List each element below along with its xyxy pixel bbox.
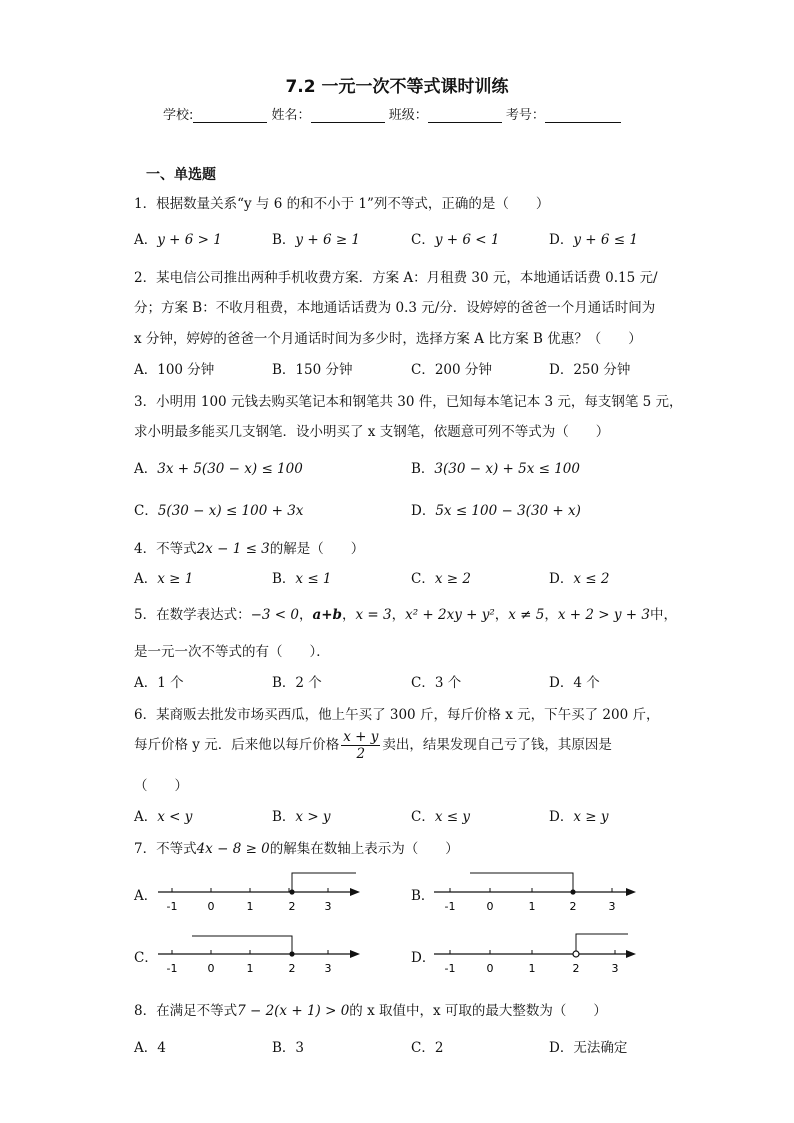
q3-option-d[interactable]: D．5x ≤ 100 − 3(30 + x) xyxy=(411,503,581,519)
q7-option-c[interactable]: C． xyxy=(134,950,158,966)
q1-option-c[interactable]: C．y + 6 < 1 xyxy=(411,232,500,248)
q1-option-d[interactable]: D．y + 6 ≤ 1 xyxy=(549,232,638,248)
svg-text:1: 1 xyxy=(246,962,254,975)
q4-option-a[interactable]: A．x ≥ 1 xyxy=(134,571,194,587)
q8-option-a[interactable]: A．4 xyxy=(134,1040,166,1056)
q3-option-c[interactable]: C．5(30 − x) ≤ 100 + 3x xyxy=(134,503,304,519)
q2-option-c[interactable]: C．200 分钟 xyxy=(411,362,492,378)
name-label: 姓名： xyxy=(271,108,311,123)
school-label: 学校: xyxy=(163,108,194,123)
q3-option-b[interactable]: B．3(30 − x) + 5x ≤ 100 xyxy=(411,461,580,477)
q6-option-a[interactable]: A．x < y xyxy=(134,809,193,825)
q2-option-d[interactable]: D．250 分钟 xyxy=(549,362,631,378)
svg-text:-1: -1 xyxy=(166,962,178,975)
page-title: 7.2 一元一次不等式课时训练 xyxy=(285,77,509,97)
exam-number-label: 考号： xyxy=(505,108,545,123)
q6-option-b[interactable]: B．x > y xyxy=(272,809,331,825)
q2-line-2: 分；方案 B：不收月租费，本地通话话费为 0.3 元/分．设婷婷的爸爸一个月通话时间为 xyxy=(134,300,656,316)
q5-option-c[interactable]: C．3 个 xyxy=(411,675,462,691)
q1-option-a[interactable]: A．y + 6 > 1 xyxy=(134,232,222,248)
svg-text:2: 2 xyxy=(288,962,296,975)
svg-text:0: 0 xyxy=(207,900,215,913)
q2-line-3: x 分钟，婷婷的爸爸一个月通话时间为多少时，选择方案 A 比方案 B 优惠？（ ） xyxy=(134,331,642,347)
q7-option-b[interactable]: B． xyxy=(411,888,435,904)
q1-stem: 1．根据数量关系“y 与 6 的和不小于 1”列不等式，正确的是（ ） xyxy=(134,196,550,212)
class-blank[interactable] xyxy=(428,108,502,123)
svg-text:2: 2 xyxy=(288,900,296,913)
svg-text:0: 0 xyxy=(486,962,494,975)
q2-line-1: 2．某电信公司推出两种手机收费方案．方案 A：月租费 30 元，本地通话话费 0.15 元/ xyxy=(134,270,658,286)
price-fraction: $\frac{x + y}{2}$ xyxy=(343,729,379,762)
q4-option-b[interactable]: B．x ≤ 1 xyxy=(272,571,332,587)
exam-number-blank[interactable] xyxy=(545,108,621,123)
q8-stem: 8．在满足不等式7 − 2(x + 1) > 0的 x 取值中，x 可取的最大整数为（ ） xyxy=(134,1003,607,1019)
q6-option-d[interactable]: D．x ≥ y xyxy=(549,809,609,825)
svg-text:3: 3 xyxy=(611,962,619,975)
q5-option-d[interactable]: D．4 个 xyxy=(549,675,600,691)
svg-text:1: 1 xyxy=(528,962,536,975)
q1-option-b[interactable]: B．y + 6 ≥ 1 xyxy=(272,232,361,248)
q3-line-1: 3．小明用 100 元钱去购买笔记本和钢笔共 30 件，已知每本笔记本 3 元，每支钢笔 5 元， xyxy=(134,394,683,410)
q4-option-c[interactable]: C．x ≥ 2 xyxy=(411,571,471,587)
number-line-c[interactable] xyxy=(156,928,366,982)
q7-option-d[interactable]: D． xyxy=(411,950,436,966)
svg-text:2: 2 xyxy=(572,962,580,975)
svg-text:3: 3 xyxy=(324,962,332,975)
q2-option-a[interactable]: A．100 分钟 xyxy=(134,362,215,378)
svg-text:3: 3 xyxy=(324,900,332,913)
q7-option-a[interactable]: A． xyxy=(134,888,158,904)
student-info-line xyxy=(163,104,621,123)
svg-text:-1: -1 xyxy=(444,962,456,975)
q4-option-d[interactable]: D．x ≤ 2 xyxy=(549,571,610,587)
class-label: 班级： xyxy=(388,108,428,123)
q5-line-2: 是一元一次不等式的有（ ）． xyxy=(134,644,330,660)
q8-option-b[interactable]: B．3 xyxy=(272,1040,305,1056)
name-blank[interactable] xyxy=(311,108,385,123)
q8-option-c[interactable]: C．2 xyxy=(411,1040,444,1056)
svg-text:-1: -1 xyxy=(166,900,178,913)
q5-option-a[interactable]: A．1 个 xyxy=(134,675,184,691)
q4-stem: 4．不等式2x − 1 ≤ 3的解是（ ） xyxy=(134,541,365,557)
q6-line-1: 6．某商贩去批发市场买西瓜，他上午买了 300 斤，每斤价格 x 元，下午买了 200 斤， xyxy=(134,707,660,723)
q2-option-b[interactable]: B．150 分钟 xyxy=(272,362,353,378)
q5-line-1: 5．在数学表达式：−3 < 0，a+b，x = 3，x² + 2xy + y²，x ≠ 5，x + 2 > y + 3中， xyxy=(134,607,677,623)
number-line-b[interactable] xyxy=(432,866,642,920)
number-line-a[interactable] xyxy=(156,866,366,920)
q6-line-2: 每斤价格 y 元．后来他以每斤价格 $\frac{x + y}{2}$ 卖出，结果发现自己亏了钱，其原因是 xyxy=(134,729,612,762)
svg-text:0: 0 xyxy=(486,900,494,913)
svg-text:1: 1 xyxy=(528,900,536,913)
svg-text:3: 3 xyxy=(608,900,616,913)
svg-text:1: 1 xyxy=(246,900,254,913)
svg-text:2: 2 xyxy=(569,900,577,913)
q6-option-c[interactable]: C．x ≤ y xyxy=(411,809,470,825)
q7-stem: 7．不等式4x − 8 ≥ 0的解集在数轴上表示为（ ） xyxy=(134,841,459,857)
q3-line-2: 求小明最多能买几支钢笔．设小明买了 x 支钢笔，依题意可列不等式为（ ） xyxy=(134,424,610,440)
q6-line-3: （ ） xyxy=(134,778,188,794)
q5-option-b[interactable]: B．2 个 xyxy=(272,675,322,691)
section-title: 一、单选题 xyxy=(146,167,216,183)
svg-text:0: 0 xyxy=(207,962,215,975)
school-blank[interactable] xyxy=(193,108,267,123)
svg-text:-1: -1 xyxy=(444,900,456,913)
q3-option-a[interactable]: A．3x + 5(30 − x) ≤ 100 xyxy=(134,461,303,477)
number-line-d[interactable] xyxy=(432,928,642,982)
q8-option-d[interactable]: D．无法确定 xyxy=(549,1040,628,1056)
